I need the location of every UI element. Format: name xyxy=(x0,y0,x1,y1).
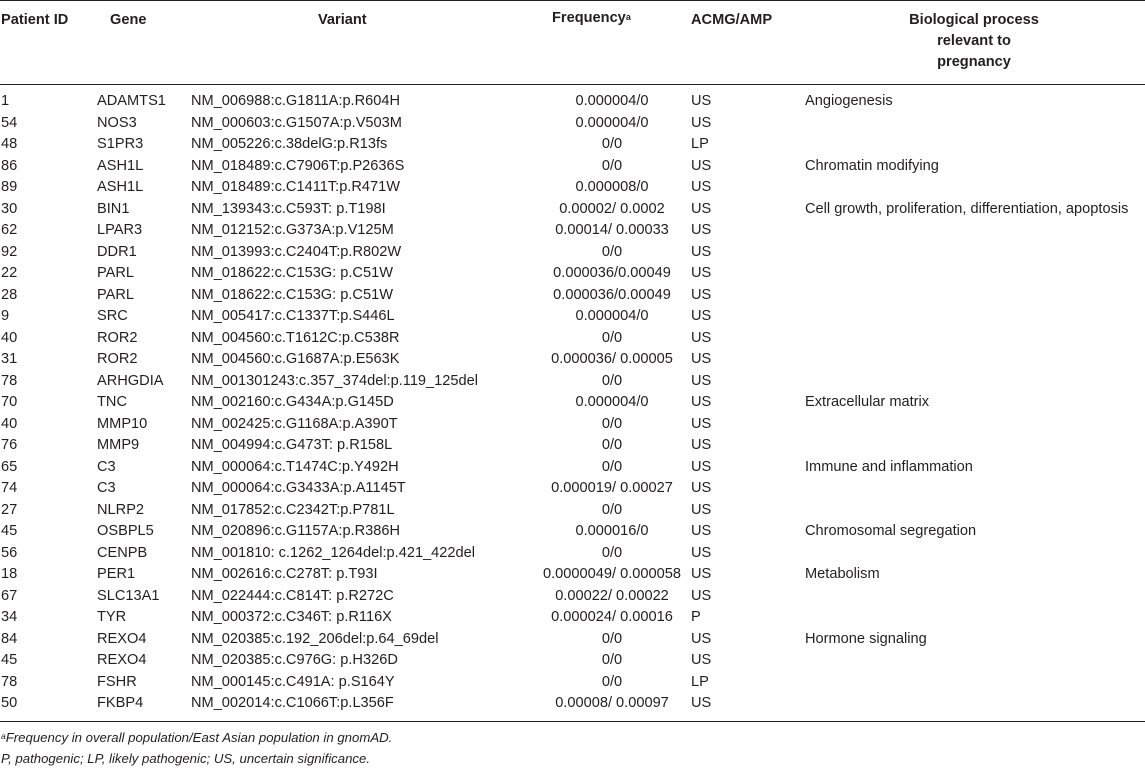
table-top-rule xyxy=(0,0,1145,1)
table-row xyxy=(0,134,1145,156)
cell-acmg-amp: P xyxy=(691,609,701,625)
cell-frequency: 0.000004/0 xyxy=(575,93,649,109)
cell-frequency: 0/0 xyxy=(601,673,623,690)
table-row xyxy=(0,242,1145,264)
cell-patient-id: 27 xyxy=(1,501,18,518)
cell-variant: NM_018489:c.C1411T:p.R471W xyxy=(191,179,401,195)
table-row xyxy=(0,650,1145,672)
cell-patient-id: 54 xyxy=(1,114,18,131)
cell-gene: S1PR3 xyxy=(97,136,144,152)
cell-patient-id: 45 xyxy=(1,523,18,539)
cell-acmg-amp: US xyxy=(691,587,712,604)
header-bio-line-1: Biological process xyxy=(909,12,1039,28)
cell-variant: NM_005417:c.C1337T:p.S446L xyxy=(191,308,395,324)
cell-patient-id: 22 xyxy=(1,265,18,281)
cell-variant: NM_006988:c.G1811A:p.R604H xyxy=(191,93,401,109)
table-row xyxy=(0,672,1145,694)
table-row xyxy=(0,414,1145,436)
cell-acmg-amp: US xyxy=(691,695,712,711)
cell-biological-process: Cell growth, proliferation, differentiation, apoptosis xyxy=(805,200,1129,217)
table-row xyxy=(0,500,1145,522)
cell-patient-id: 18 xyxy=(1,566,18,582)
cell-biological-process: Hormone signaling xyxy=(805,630,927,647)
table-bottom-rule xyxy=(0,721,1145,722)
cell-gene: TNC xyxy=(97,394,127,410)
table-row xyxy=(0,435,1145,457)
cell-acmg-amp: US xyxy=(691,200,712,217)
table-row xyxy=(0,564,1145,586)
cell-gene: PARL xyxy=(97,265,135,281)
table-header-rule xyxy=(0,84,1145,85)
cell-variant: NM_002160:c.G434A:p.G145D xyxy=(191,394,394,410)
cell-gene: DDR1 xyxy=(97,243,137,260)
cell-gene: REXO4 xyxy=(97,630,147,647)
header-gene: Gene xyxy=(110,12,147,28)
cell-frequency: 0/0 xyxy=(601,136,623,152)
cell-patient-id: 78 xyxy=(1,673,18,690)
table-row xyxy=(0,371,1145,393)
cell-gene: MMP9 xyxy=(97,437,140,453)
table-row xyxy=(0,457,1145,479)
cell-acmg-amp: US xyxy=(691,480,712,496)
cell-biological-process: Extracellular matrix xyxy=(805,394,930,410)
table-row xyxy=(0,113,1145,135)
cell-variant: NM_002616:c.C278T: p.T93I xyxy=(191,566,378,582)
cell-gene: ASH1L xyxy=(97,179,144,195)
cell-variant: NM_013993:c.C2404T:p.R802W xyxy=(191,243,402,260)
table-row xyxy=(0,543,1145,565)
cell-patient-id: 65 xyxy=(1,458,18,475)
cell-patient-id: 67 xyxy=(1,587,18,604)
cell-gene: FKBP4 xyxy=(97,695,144,711)
cell-frequency: 0.000004/0 xyxy=(575,394,649,410)
cell-gene: SRC xyxy=(97,308,128,324)
table-row xyxy=(0,220,1145,242)
cell-patient-id: 70 xyxy=(1,394,18,410)
table-row xyxy=(0,177,1145,199)
cell-frequency: 0.000019/ 0.00027 xyxy=(551,480,673,496)
cell-frequency: 0.000004/0 xyxy=(575,308,649,324)
cell-acmg-amp: US xyxy=(691,222,712,238)
cell-gene: C3 xyxy=(97,480,116,496)
cell-patient-id: 1 xyxy=(1,93,10,109)
cell-variant: NM_002014:c.C1066T:p.L356F xyxy=(191,695,394,711)
cell-patient-id: 31 xyxy=(1,351,18,367)
table-row xyxy=(0,607,1145,629)
cell-frequency: 0.00014/ 0.00033 xyxy=(555,222,669,238)
cell-frequency: 0.00008/ 0.00097 xyxy=(555,695,669,711)
cell-frequency: 0/0 xyxy=(601,501,623,518)
cell-frequency: 0.0000049/ 0.000058 xyxy=(543,566,681,582)
cell-acmg-amp: US xyxy=(691,179,712,195)
footnote-abbreviations: P, pathogenic; LP, likely pathogenic; US, uncertain significance. xyxy=(1,751,370,766)
header-bio-line-2: relevant to xyxy=(937,33,1011,49)
cell-acmg-amp: LP xyxy=(691,136,709,152)
cell-frequency: 0/0 xyxy=(601,415,623,432)
cell-frequency: 0.000008/0 xyxy=(575,179,649,195)
cell-biological-process: Chromosomal segregation xyxy=(805,523,977,539)
cell-patient-id: 76 xyxy=(1,437,18,453)
cell-variant: NM_022444:c.C814T: p.R272C xyxy=(191,587,394,604)
cell-frequency: 0.000024/ 0.00016 xyxy=(551,609,673,625)
cell-patient-id: 56 xyxy=(1,544,18,561)
cell-frequency: 0.00002/ 0.0002 xyxy=(559,200,665,217)
cell-variant: NM_018622:c.C153G: p.C51W xyxy=(191,265,393,281)
table-row xyxy=(0,586,1145,608)
cell-variant: NM_012152:c.G373A:p.V125M xyxy=(191,222,394,238)
cell-acmg-amp: US xyxy=(691,351,712,367)
table-row xyxy=(0,156,1145,178)
table-row xyxy=(0,328,1145,350)
header-frequency-footnote-marker: a xyxy=(625,12,631,22)
cell-variant: NM_000603:c.G1507A:p.V503M xyxy=(191,114,402,131)
header-acmg-amp: ACMG/AMP xyxy=(691,12,773,28)
cell-patient-id: 86 xyxy=(1,157,18,174)
cell-gene: ARHGDIA xyxy=(97,372,164,389)
cell-patient-id: 74 xyxy=(1,480,18,496)
cell-variant: NM_001301243:c.357_374del:p.119_125del xyxy=(191,372,478,389)
cell-acmg-amp: LP xyxy=(691,673,709,690)
cell-gene: C3 xyxy=(97,458,116,475)
cell-variant: NM_000145:c.C491A: p.S164Y xyxy=(191,673,395,690)
cell-biological-process: Chromatin modifying xyxy=(805,157,939,174)
table-row xyxy=(0,199,1145,221)
cell-acmg-amp: US xyxy=(691,243,712,260)
cell-biological-process: Immune and inflammation xyxy=(805,458,973,475)
header-patient-id: Patient ID xyxy=(1,12,69,28)
cell-variant: NM_018622:c.C153G: p.C51W xyxy=(191,286,393,303)
cell-variant: NM_020896:c.G1157A:p.R386H xyxy=(191,523,401,539)
cell-acmg-amp: US xyxy=(691,93,712,109)
cell-gene: REXO4 xyxy=(97,652,147,668)
cell-acmg-amp: US xyxy=(691,544,712,561)
cell-frequency: 0/0 xyxy=(601,652,623,668)
table-row xyxy=(0,521,1145,543)
cell-gene: TYR xyxy=(97,609,127,625)
cell-acmg-amp: US xyxy=(691,308,712,324)
cell-patient-id: 50 xyxy=(1,695,18,711)
cell-acmg-amp: US xyxy=(691,114,712,131)
cell-variant: NM_017852:c.C2342T:p.P781L xyxy=(191,501,395,518)
cell-patient-id: 62 xyxy=(1,222,18,238)
cell-variant: NM_000372:c.C346T: p.R116X xyxy=(191,609,392,625)
table-row xyxy=(0,629,1145,651)
cell-frequency: 0.000004/0 xyxy=(575,114,649,131)
cell-patient-id: 89 xyxy=(1,179,18,195)
header-variant: Variant xyxy=(318,12,367,28)
cell-gene: PER1 xyxy=(97,566,136,582)
cell-gene: NLRP2 xyxy=(97,501,145,518)
cell-acmg-amp: US xyxy=(691,415,712,432)
cell-acmg-amp: US xyxy=(691,566,712,582)
header-frequency-label: Frequency xyxy=(552,10,626,26)
header-bio-line-3: pregnancy xyxy=(937,54,1011,70)
cell-frequency: 0/0 xyxy=(601,630,623,647)
cell-acmg-amp: US xyxy=(691,286,712,303)
cell-acmg-amp: US xyxy=(691,394,712,410)
table-row xyxy=(0,349,1145,371)
cell-gene: MMP10 xyxy=(97,415,148,432)
cell-frequency: 0/0 xyxy=(601,372,623,389)
cell-frequency: 0.000036/0.00049 xyxy=(553,265,671,281)
cell-patient-id: 48 xyxy=(1,136,18,152)
table-row xyxy=(0,392,1145,414)
cell-variant: NM_018489:c.C7906T:p.P2636S xyxy=(191,157,405,174)
cell-gene: LPAR3 xyxy=(97,222,143,238)
cell-frequency: 0/0 xyxy=(601,544,623,561)
cell-acmg-amp: US xyxy=(691,372,712,389)
table-row xyxy=(0,91,1145,113)
table-row xyxy=(0,263,1145,285)
cell-variant: NM_004994:c.G473T: p.R158L xyxy=(191,437,393,453)
cell-variant: NM_020385:c.192_206del:p.64_69del xyxy=(191,630,439,647)
cell-gene: PARL xyxy=(97,286,135,303)
cell-frequency: 0.000016/0 xyxy=(575,523,649,539)
cell-gene: ROR2 xyxy=(97,329,138,346)
cell-frequency: 0.000036/ 0.00005 xyxy=(551,351,673,367)
cell-variant: NM_004560:c.T1612C:p.C538R xyxy=(191,329,400,346)
cell-acmg-amp: US xyxy=(691,329,712,346)
cell-patient-id: 40 xyxy=(1,415,18,432)
cell-gene: NOS3 xyxy=(97,114,137,131)
cell-gene: ADAMTS1 xyxy=(97,93,166,109)
cell-frequency: 0/0 xyxy=(601,329,623,346)
cell-frequency: 0.00022/ 0.00022 xyxy=(555,587,669,604)
cell-patient-id: 9 xyxy=(1,308,10,324)
cell-patient-id: 92 xyxy=(1,243,18,260)
cell-patient-id: 84 xyxy=(1,630,18,647)
header-frequency xyxy=(552,8,631,29)
cell-patient-id: 30 xyxy=(1,200,18,217)
cell-patient-id: 28 xyxy=(1,286,18,303)
cell-frequency: 0.000036/0.00049 xyxy=(553,286,671,303)
cell-biological-process: Angiogenesis xyxy=(805,93,893,109)
table-row xyxy=(0,693,1145,715)
cell-gene: OSBPL5 xyxy=(97,523,154,539)
table-row xyxy=(0,285,1145,307)
cell-patient-id: 40 xyxy=(1,329,18,346)
cell-gene: CENPB xyxy=(97,544,148,561)
table-row xyxy=(0,478,1145,500)
cell-variant: NM_000064:c.G3433A:p.A1145T xyxy=(191,480,406,496)
cell-variant: NM_005226:c.38delG:p.R13fs xyxy=(191,136,388,152)
cell-patient-id: 78 xyxy=(1,372,18,389)
cell-patient-id: 34 xyxy=(1,609,18,625)
cell-acmg-amp: US xyxy=(691,630,712,647)
cell-gene: BIN1 xyxy=(97,200,130,217)
cell-frequency: 0/0 xyxy=(601,458,623,475)
footnote-marker: a xyxy=(1,731,6,741)
table-body xyxy=(0,91,1145,715)
footnote-frequency xyxy=(1,729,392,747)
cell-patient-id: 45 xyxy=(1,652,18,668)
cell-gene: FSHR xyxy=(97,673,137,690)
cell-acmg-amp: US xyxy=(691,458,712,475)
cell-biological-process: Metabolism xyxy=(805,566,880,582)
cell-gene: ROR2 xyxy=(97,351,138,367)
header-biological-process xyxy=(893,10,1055,73)
cell-acmg-amp: US xyxy=(691,501,712,518)
cell-variant: NM_000064:c.T1474C:p.Y492H xyxy=(191,458,399,475)
cell-variant: NM_020385:c.C976G: p.H326D xyxy=(191,652,398,668)
cell-acmg-amp: US xyxy=(691,437,712,453)
cell-gene: SLC13A1 xyxy=(97,587,160,604)
cell-acmg-amp: US xyxy=(691,265,712,281)
footnote-frequency-text: Frequency in overall population/East Asian population in gnomAD. xyxy=(5,730,393,745)
cell-frequency: 0/0 xyxy=(601,157,623,174)
table-row xyxy=(0,306,1145,328)
cell-gene: ASH1L xyxy=(97,157,144,174)
cell-variant: NM_004560:c.G1687A:p.E563K xyxy=(191,351,400,367)
cell-frequency: 0/0 xyxy=(601,243,623,260)
cell-frequency: 0/0 xyxy=(601,437,623,453)
cell-acmg-amp: US xyxy=(691,652,712,668)
cell-acmg-amp: US xyxy=(691,157,712,174)
cell-variant: NM_001810: c.1262_1264del:p.421_422del xyxy=(191,544,476,561)
cell-variant: NM_139343:c.C593T: p.T198I xyxy=(191,200,386,217)
cell-acmg-amp: US xyxy=(691,523,712,539)
cell-variant: NM_002425:c.G1168A:p.A390T xyxy=(191,415,398,432)
